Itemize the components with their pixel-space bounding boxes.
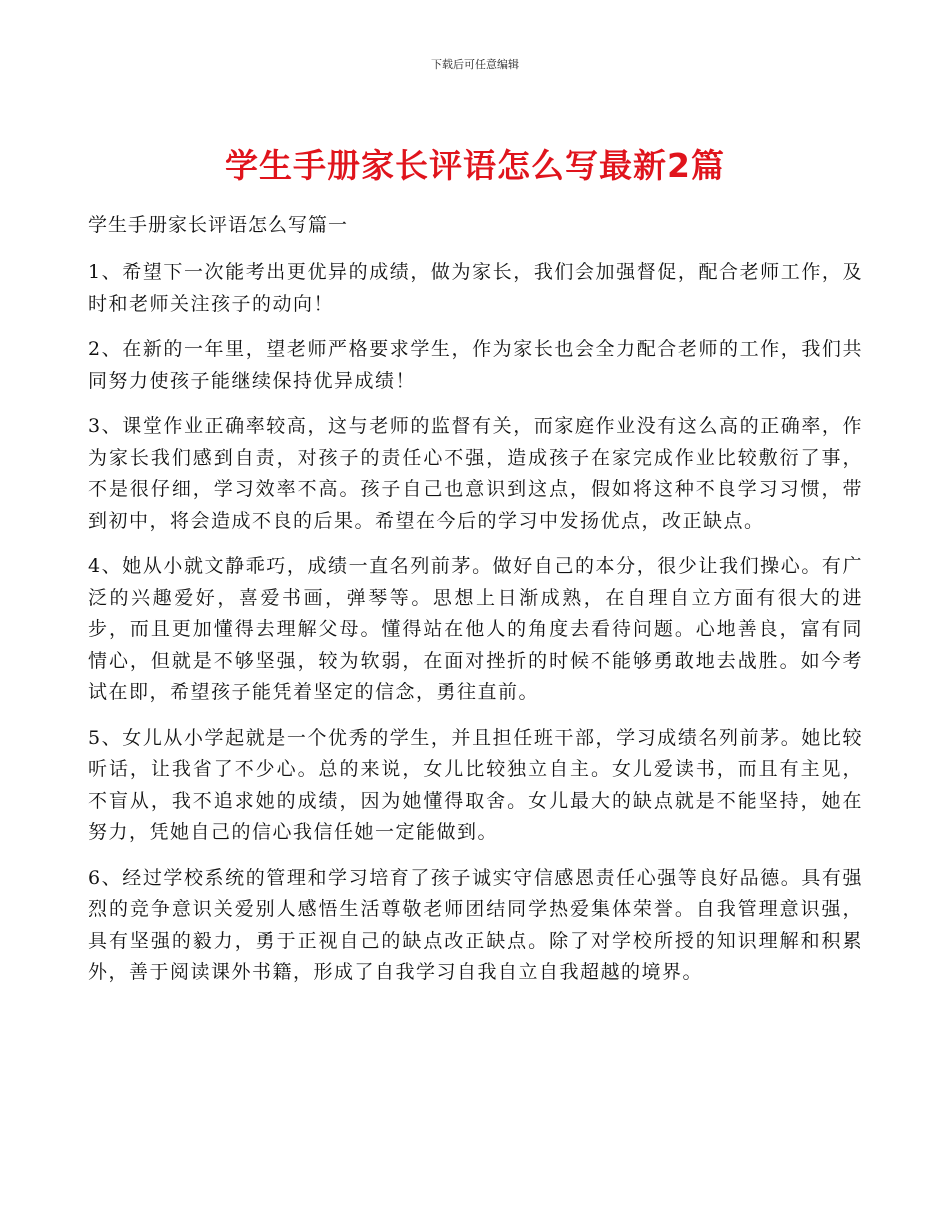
document-body [88, 210, 863, 1003]
paragraph-4: 4、她从小就文静乖巧，成绩一直名列前茅。做好自己的本分，很少让我们操心。有广泛的兴趣爱好，喜爱书画，弹琴等。思想上日渐成熟，在自理自立方面有很大的进步，而且更加懂得去理解父母。懂得站在他人的角度去看待问题。心地善良，富有同情心，但就是不够坚强，较为软弱，在面对挫折的时候不能够勇敢地去战胜。如今考试在即，希望孩子能凭着坚定的信念，勇往直前。 [88, 555, 863, 703]
paragraph-5: 5、女儿从小学起就是一个优秀的学生，并且担任班干部，学习成绩名列前茅。她比较听话，让我省了不少心。总的来说，女儿比较独立自主。女儿爱读书，而且有主见，不盲从，我不追求她的成绩，因为她懂得取舍。女儿最大的缺点就是不能坚持，她在努力，凭她自己的信心我信任她一定能做到。 [88, 726, 863, 843]
header-note: 下载后可任意编辑 [431, 58, 519, 71]
section-heading: 学生手册家长评语怎么写篇一 [88, 214, 349, 236]
paragraph-3: 3、课堂作业正确率较高，这与老师的监督有关，而家庭作业没有这么高的正确率，作为家长我们感到自责，对孩子的责任心不强，造成孩子在家完成作业比较敷衍了事，不是很仔细，学习效率不高。孩子自己也意识到这点，假如将这种不良学习习惯，带到初中，将会造成不良的后果。希望在今后的学习中发扬优点，改正缺点。 [88, 415, 863, 532]
paragraph-6: 6、经过学校系统的管理和学习培育了孩子诚实守信感恩责任心强等良好品德。具有强烈的竞争意识关爱别人感悟生活尊敬老师团结同学热爱集体荣誉。自我管理意识强，具有坚强的毅力，勇于正视自己的缺点改正缺点。除了对学校所授的知识理解和积累外，善于阅读课外书籍，形成了自我学习自我自立自我超越的境界。 [88, 866, 863, 983]
document-title: 学生手册家长评语怎么写最新2篇 [225, 146, 725, 185]
paragraph-2: 2、在新的一年里，望老师严格要求学生，作为家长也会全力配合老师的工作，我们共同努力使孩子能继续保持优异成绩！ [88, 338, 863, 392]
paragraph-1: 1、希望下一次能考出更优异的成绩，做为家长，我们会加强督促，配合老师工作，及时和老师关注孩子的动向！ [88, 261, 863, 315]
